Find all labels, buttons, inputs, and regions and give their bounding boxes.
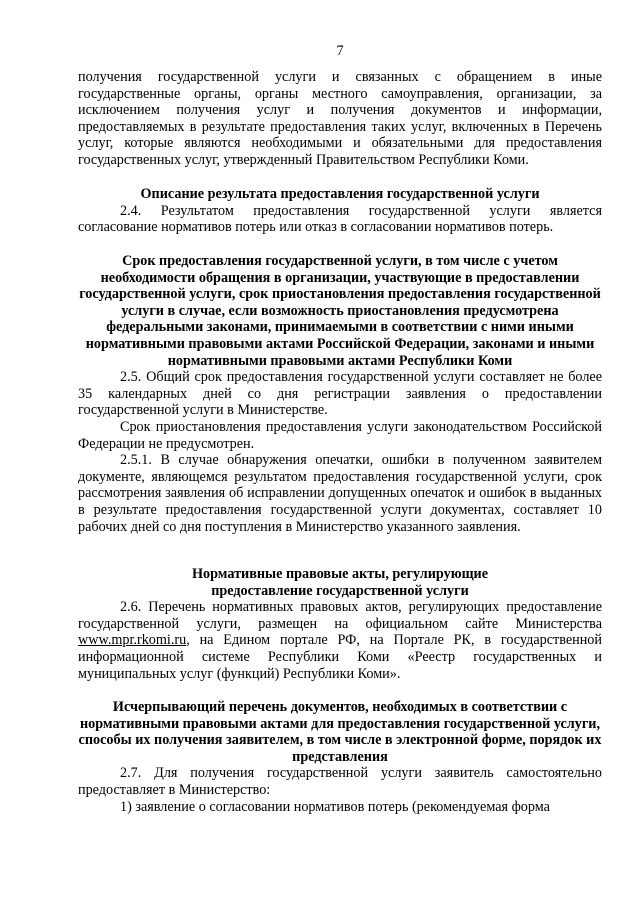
paragraph-2-5: 2.5. Общий срок предоставления государственной услуги составляет не более 35 календарных дней со дня регистрации заявления о предоставлении государственной услуги в Министерстве. [78,369,602,419]
section-result [78,186,602,236]
section-docs-heading: Исчерпывающий перечень документов, необходимых в соответствии с нормативными правовыми актами для предоставления государственной услуги, способы их получения заявителем, в том числе в электронной форме, порядок их представления [78,699,602,765]
ministry-website-link[interactable]: www.mpr.rkomi.ru [78,632,187,649]
section-acts-heading [78,566,602,599]
section-result-heading: Описание результата предоставления государственной услуги [140,186,540,202]
paragraph-suspension: Срок приостановления предоставления услуги законодательством Российской Федерации не предусмотрен. [78,418,602,452]
section-term-heading: Срок предоставления государственной услуги, в том числе с учетом необходимости обращения в организации, участвующие в предоставлении государственной услуги, срок приостановления предоставления государственной услуги в случае, если возможность приостановления предусмотрена федеральными законами, принимаемыми в соответствии с ними иными нормативными правовыми актами Российской Федерации, законами и иными нормативными правовыми актами Республики Коми [79,253,601,369]
continuation-paragraph: получения государственной услуги и связанных с обращением в иные государственные органы, органы местного самоуправления, организации, за исключением получения услуг и получения документов и информации, предоставляемых в результате предоставления таких услуг, включенных в Перечень услуг, которые являются необходимыми и обязательными для предоставления государственных услуг, утвержденный Правительством Республики Коми. [78,69,602,168]
paragraph-2-4: 2.4. Результатом предоставления государственной услуги является согласование нормативов потерь или отказ в согласовании нормативов потерь. [78,202,602,236]
page-number: 7 [336,43,344,59]
paragraph-2-7: 2.7. Для получения государственной услуги заявитель самостоятельно предоставляет в Министерство: [78,765,602,798]
paragraph-2-6 [78,599,602,682]
paragraph-2-7-item-1: 1) заявление о согласовании нормативов потерь (рекомендуемая форма [120,798,550,815]
paragraph-2-6-end: , на Едином портале РФ, на Портале РК, в государственной информационной системе Республики Коми «Реестр государственных и муниципальных услуг (функций) Республики Коми». [78,632,602,682]
section-acts-heading-line1: Нормативные правовые акты, регулирующие [191,566,489,582]
section-acts-heading-line2: предоставление государственной услуги [211,582,469,599]
section-docs [78,699,602,815]
paragraph-2-5-1: 2.5.1. В случае обнаружения опечатки, ошибки в полученном заявителем документе, являющемся результатом предоставления государственной услуги, срок рассмотрения заявления об исправлении допущенных опечаток и ошибок в выданных в результате предоставления государственной услуги документах, составляет 10 рабочих дней со дня поступления в Министерство указанного заявления. [78,452,602,535]
continuation-block [78,69,602,169]
section-acts [78,566,602,682]
section-term [78,253,602,535]
paragraph-2-6-start: 2.6. Перечень нормативных правовых актов, регулирующих предоставление государственной услуги, размещен на официальном сайте Министерства [78,599,602,632]
